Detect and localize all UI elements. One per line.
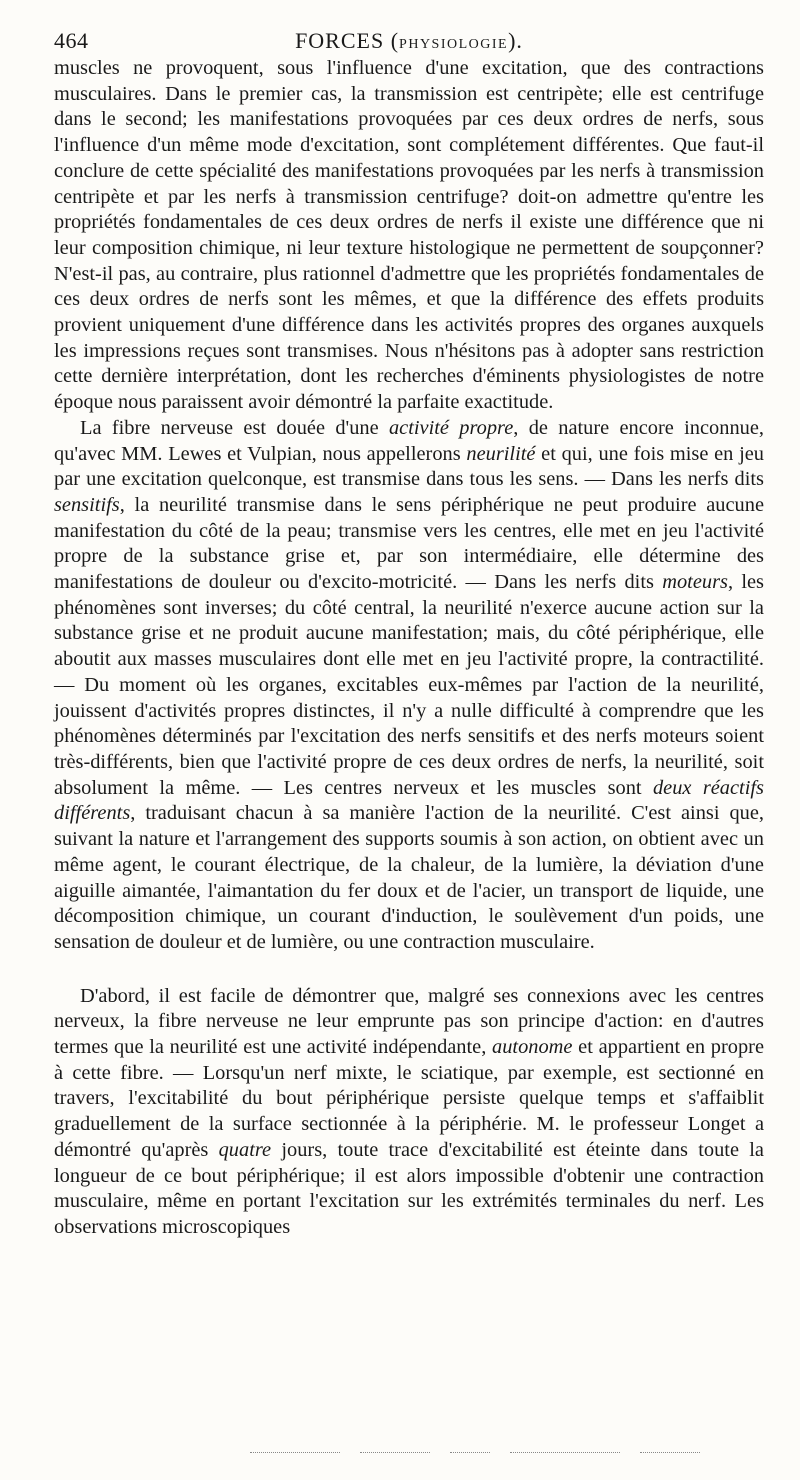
text-run: , les phénomènes sont inverses; du côté central, la neurilité n'exerce aucune action sur la substance grise et ne produit aucune manifestation; mais, du côté périphérique, elle aboutit aux masses musculaires dont elle met en jeu l'activité propre, la contractilité. — Du moment où les organes, excitables eux-mêmes par l'action de la neurilité, jouissent d'activités propres distinctes, il n'y a nulle difficulté à comprendre que les phénomènes déterminés par l'excitation des nerfs sensitifs et des nerfs moteurs soient très-différents, bien que l'activité propre de ces deux ordres de nerfs, la neurilité, soit absolument la même. — Les centres nerveux et les muscles sont (54, 571, 764, 799)
running-title (54, 28, 764, 54)
italic-term: neurilité (466, 442, 536, 465)
italic-term: deux réactifs différents (54, 776, 764, 825)
italic-term: moteurs (662, 571, 728, 594)
text-run: , de nature encore inconnue, qu'avec MM. Lewes et Vulpian, nous appellerons (54, 416, 764, 465)
page-number: 464 (54, 28, 89, 53)
text-run: jours, toute trace d'excitabilité est éteinte dans toute la longueur de ce bout périphérique; il est alors impossible d'obtenir une contraction musculaire, même en portant l'excitation sur les extrémités terminales du nerf. Les observations microscopiques (54, 1138, 764, 1238)
text-run: et appartient en propre à cette fibre. — Lorsqu'un nerf mixte, le sciatique, par exemple, est sectionné en travers, l'excitabilité du bout périphérique persiste quelque temps et s'affaiblit graduellement de la surface sectionnée à la périphérie. M. le professeur Longet a démontré qu'après (54, 1036, 764, 1161)
italic-term: quatre (218, 1138, 272, 1161)
running-title-main: FORCES ( (295, 28, 400, 53)
body-text (54, 56, 764, 1241)
running-title-end: ). (508, 28, 523, 53)
italic-term: activité propre (388, 416, 514, 439)
paragraph (54, 984, 764, 1241)
bottom-dotted-marks (110, 1452, 760, 1462)
text-run: et qui, une fois mise en jeu par une excitation quelconque, est transmise dans tous les sens. — Dans les nerfs dits (54, 442, 764, 491)
text-run: muscles ne provoquent, sous l'influence d'une excitation, que des contractions musculaires. Dans le premier cas, la transmission est centripète; elle est centrifuge dans le second; les manifestations provoquées par ces deux ordres de nerfs, sous l'influence d'un même mode d'excitation, sont complétement différentes. Que faut-il conclure de cette spécialité des manifestations provoquées par les nerfs à transmission centripète et par les nerfs à transmission centrifuge? doit-on admettre qu'entre les propriétés fondamentales de ces deux ordres de nerfs il existe une différence que ni leur composition chimique, ni leur texture histologique ne permettent de soupçonner? N'est-il pas, au contraire, plus rationnel d'admettre que les propriétés fondamentales de ces deux ordres de nerfs sont les mêmes, et que la différence des effets produits provient uniquement d'une différence dans les activités propres des organes auxquels les impressions reçues sont transmises. Nous n'hésitons pas à adopter sans restriction cette dernière interprétation, dont les recherches d'éminents physiologistes de notre époque nous paraissent avoir démontré la parfaite exactitude. (54, 57, 764, 414)
text-run: , traduisant chacun à sa manière l'action de la neurilité. C'est ainsi que, suivant la nature et l'arrangement des supports soumis à son action, on obtient avec un même agent, le courant électrique, de la chaleur, de la lumière, la déviation d'une aiguille aimantée, l'aimantation du fer doux et de l'acier, un transport de liquide, une décomposition chimique, un courant d'induction, le soulèvement d'un poids, une sensation de douleur et de lumière, ou une contraction musculaire. (54, 802, 764, 953)
paragraph (54, 416, 764, 956)
text-run: La fibre nerveuse est douée d'une (80, 416, 389, 439)
text-run: , la neurilité transmise dans le sens périphérique ne peut produire aucune manifestation du côté de la peau; transmise vers les centres, elle met en jeu l'activité propre de la substance grise et, par son intermédiaire, elle détermine des manifestations de douleur ou d'excito-motricité. — Dans les nerfs dits (54, 493, 764, 594)
italic-term: sensitifs (54, 493, 120, 516)
paragraph (54, 56, 764, 416)
text-run: D'abord, il est facile de démontrer que, malgré ses connexions avec les centres nerveux, la fibre nerveuse ne leur emprunte pas son principe d'action: en d'autres termes que la neurilité est une activité indépendante, (54, 984, 764, 1059)
italic-term: autonome (492, 1036, 573, 1059)
running-title-subject: PHYSIOLOGIE (399, 37, 509, 52)
page-header (54, 22, 764, 56)
